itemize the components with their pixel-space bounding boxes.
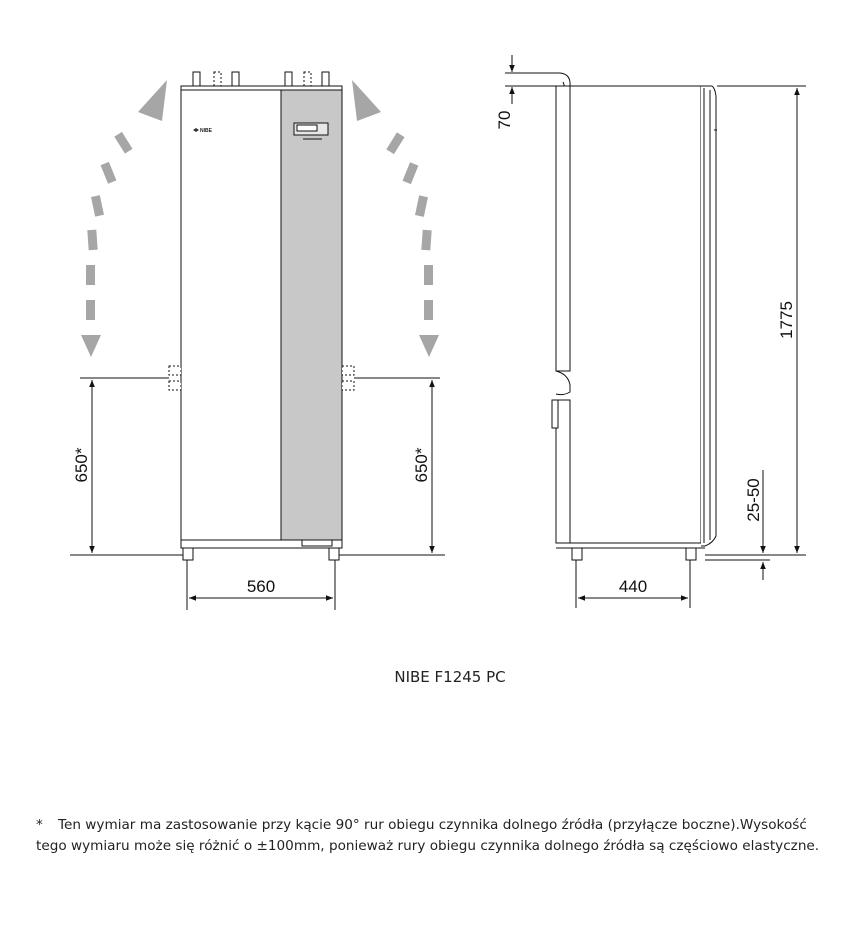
door-swing-arrow-right [352, 80, 439, 357]
foot-left [183, 548, 193, 560]
foot-right [329, 548, 339, 560]
door-swing-arrow-left [81, 80, 167, 357]
door-panel [281, 90, 342, 540]
top-connectors [193, 72, 329, 86]
svg-text:NIBE: NIBE [200, 128, 212, 134]
dim-label-440: 440 [618, 577, 648, 596]
footnote-text: Ten wymiar ma zastosowanie przy kącie 90° rur obiegu czynnika dolnego źródła (przyłącze boczne).Wysokość tego wymiaru może się różnić o ±100mm, ponieważ rury obiegu czynnika dolnego źródła są częściowo elastyczne. [36, 817, 820, 854]
dim-label-1775: 1775 [777, 301, 796, 339]
dim-label-560: 560 [246, 577, 276, 596]
footnote-marker: * [36, 817, 43, 833]
dim-label-650-right: 650* [412, 447, 431, 483]
dim-label-70: 70 [495, 110, 514, 130]
dim-label-25-50: 25-50 [744, 478, 763, 522]
footnote [36, 815, 826, 857]
side-view [505, 73, 806, 608]
model-caption: NIBE F1245 PC [394, 668, 506, 686]
dim-label-650-left: 650* [72, 447, 91, 483]
